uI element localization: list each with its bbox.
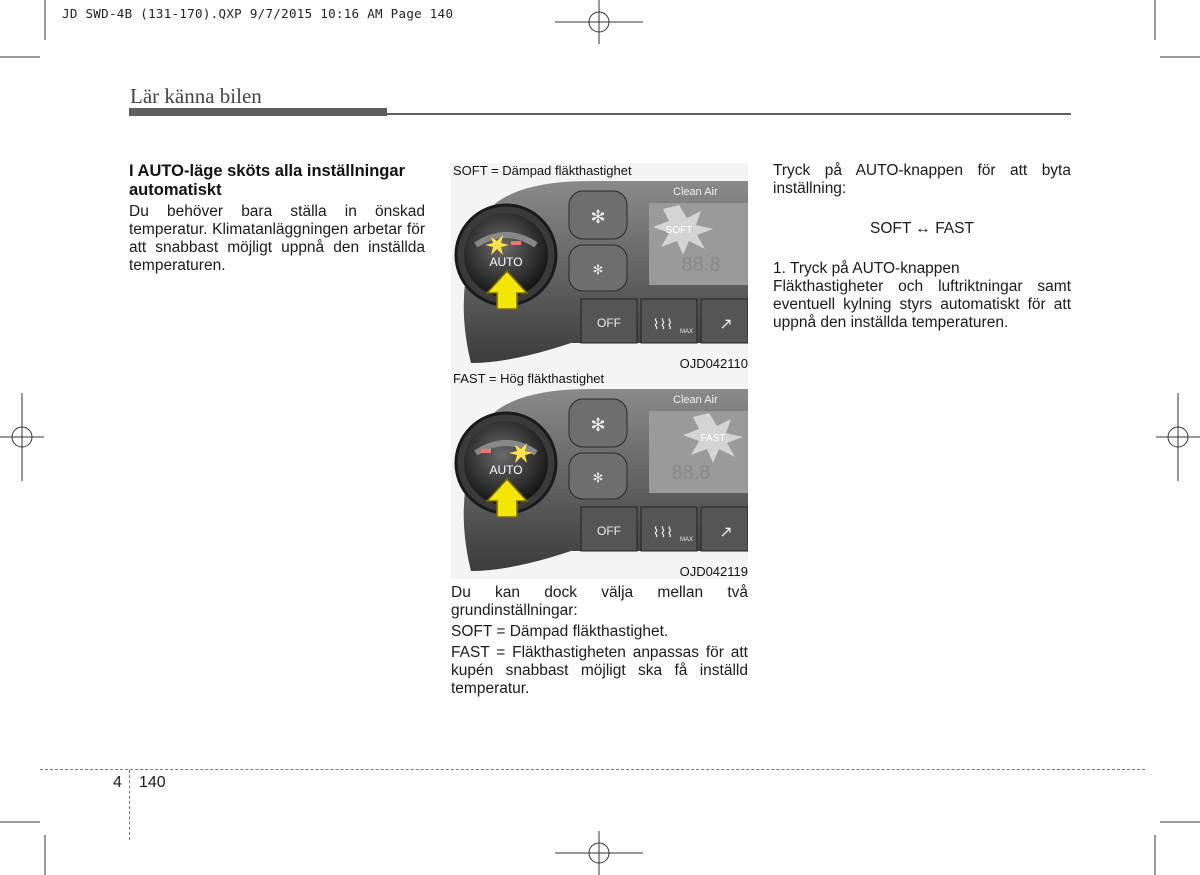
page-number: 140 (139, 774, 166, 791)
figure-code: OJD042110 (679, 356, 748, 371)
modes-intro: Du kan dock välja mellan två grundinställningar: (451, 584, 748, 619)
auto-label: AUTO (489, 463, 523, 477)
chapter-number: 4 (113, 774, 122, 791)
figure-fast (451, 371, 748, 579)
fan-small-icon: ✻ (592, 262, 604, 277)
print-slug: JD SWD-4B (131-170).QXP 9/7/2015 10:16 AM Page 140 (62, 6, 454, 21)
middle-column (451, 584, 748, 701)
left-column (129, 162, 425, 275)
fan-icon: ✻ (590, 415, 606, 435)
defrost-icon: ⌇⌇⌇ (652, 316, 674, 332)
off-label: OFF (597, 316, 621, 330)
registration-mark-top (555, 0, 643, 44)
display-digits: 88.8 (671, 462, 711, 484)
clean-air-label: Clean Air (673, 186, 718, 198)
auto-result-paragraph: Fläkthastigheter och luftriktningar samt eventuell kylning styrs automatiskt för att uppnå den inställda temperaturen. (773, 278, 1071, 331)
footer-divider (40, 769, 1145, 770)
figure-caption: SOFT = Dämpad fläkthastighet (453, 163, 632, 178)
max-label: MAX (680, 537, 694, 543)
figure-code: OJD042119 (679, 564, 748, 579)
intro-paragraph: Du behöver bara ställa in önskad temperatur. Klimatanläggningen arbetar för att snabbast möjligt uppnå den inställda temperaturen. (129, 203, 425, 274)
header-rule-thin (387, 113, 1071, 115)
switch-instruction: Tryck på AUTO-knappen för att byta inställning: (773, 162, 1071, 197)
vent-mode-icon: ↗ (719, 524, 733, 541)
display-mode-label: FAST (700, 433, 726, 444)
step-1: 1. Tryck på AUTO-knappen (773, 260, 960, 277)
section-heading: I AUTO-läge sköts alla inställningar automatiskt (129, 162, 405, 199)
display-mode-label: SOFT (665, 225, 693, 236)
section-title: Lär känna bilen (130, 84, 262, 108)
climate-panel-illustration (451, 163, 748, 371)
off-label: OFF (597, 524, 621, 538)
fan-icon: ✻ (590, 207, 606, 227)
figure-caption: FAST = Hög fläkthastighet (453, 371, 605, 386)
vent-mode-icon: ↗ (719, 316, 733, 333)
figure-soft (451, 163, 748, 371)
auto-label: AUTO (489, 255, 523, 269)
right-column (773, 162, 1071, 332)
registration-mark-bottom (555, 831, 643, 875)
registration-mark-left (0, 393, 44, 481)
clean-air-label: Clean Air (673, 394, 718, 406)
climate-panel-illustration (451, 371, 748, 579)
header-rule-thick (129, 108, 387, 116)
defrost-icon: ⌇⌇⌇ (652, 524, 674, 540)
mode-toggle: SOFT ↔ FAST (870, 220, 974, 237)
soft-description: SOFT = Dämpad fläkthastighet. (451, 623, 669, 640)
registration-mark-right (1156, 393, 1200, 481)
fast-description: FAST = Fläkthastigheten anpassas för att kupén snabbast möjligt ska få inställd temperatur. (451, 644, 748, 697)
max-label: MAX (680, 329, 694, 335)
fan-small-icon: ✻ (592, 470, 604, 485)
display-digits: 88.8 (681, 254, 721, 276)
footer-vertical-divider (129, 770, 130, 840)
